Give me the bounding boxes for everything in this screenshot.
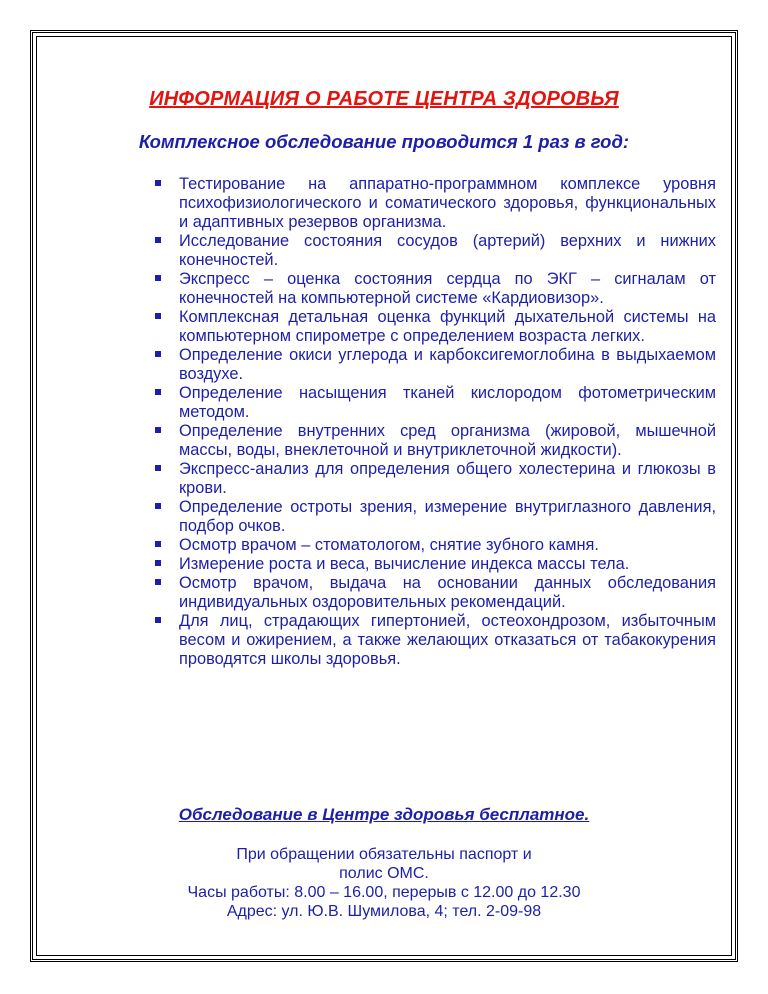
list-item-text: Экспресс-анализ для определения общего холестерина и глюкозы в крови.	[179, 460, 716, 497]
bullet-icon	[155, 180, 161, 186]
footer-documents-line: При обращении обязательны паспорт и	[236, 846, 532, 863]
bullet-icon	[155, 541, 161, 547]
list-item-text: Экспресс – оценка состояния сердца по ЭКГ – сигналам от конечностей на компьютерной системе «Кардиовизор».	[179, 270, 716, 307]
list-item-text: Определение насыщения тканей кислородом фотометрическим методом.	[179, 384, 716, 421]
list-item	[155, 574, 716, 612]
list-item-text: Определение остроты зрения, измерение внутриглазного давления, подбор очков.	[179, 498, 716, 535]
bullet-icon	[155, 465, 161, 471]
list-item-text: Измерение роста и веса, вычисление индекса массы тела.	[179, 555, 630, 573]
page-subtitle: Комплексное обследование проводится 1 раз в год:	[138, 131, 630, 152]
footer-info	[0, 845, 768, 921]
footer-address-line: Адрес: ул. Ю.В. Шумилова, 4; тел. 2-09-98	[226, 903, 542, 920]
bullet-icon	[155, 617, 161, 623]
services-list	[155, 175, 716, 669]
list-item	[155, 536, 716, 555]
bullet-icon	[155, 389, 161, 395]
free-examination-note: Обследование в Центре здоровья бесплатное.	[178, 805, 590, 824]
list-item	[155, 270, 716, 308]
list-item	[155, 422, 716, 460]
list-item	[155, 384, 716, 422]
list-item-text: Тестирование на аппаратно-программном комплексе уровня психофизиологического и соматического здоровья, функциональных и адаптивных резервов организма.	[179, 175, 716, 231]
list-item	[155, 555, 716, 574]
list-item-text: Определение внутренних сред организма (жировой, мышечной массы, воды, внеклеточной и внутриклеточной жидкости).	[179, 422, 716, 459]
bullet-icon	[155, 351, 161, 357]
bullet-icon	[155, 313, 161, 319]
bullet-icon	[155, 503, 161, 509]
list-item	[155, 612, 716, 669]
list-item-text: Для лиц, страдающих гипертонией, остеохондрозом, избыточным весом и ожирением, а также желающих отказаться от табакокурения проводятся школы здоровья.	[179, 612, 716, 668]
list-item-text: Определение окиси углерода и карбоксигемоглобина в выдыхаемом воздухе.	[179, 346, 716, 383]
list-item	[155, 460, 716, 498]
bullet-icon	[155, 237, 161, 243]
list-item-text: Осмотр врачом, выдача на основании данных обследования индивидуальных оздоровительных рекомендаций.	[179, 574, 716, 611]
list-item	[155, 232, 716, 270]
bullet-icon	[155, 427, 161, 433]
bullet-icon	[155, 560, 161, 566]
bullet-icon	[155, 275, 161, 281]
footer-policy-line: полис ОМС.	[339, 865, 429, 882]
list-item-text: Комплексная детальная оценка функций дыхательной системы на компьютерном спирометре с определением возраста легких.	[179, 308, 716, 345]
list-item	[155, 498, 716, 536]
bullet-icon	[155, 579, 161, 585]
list-item-text: Исследование состояния сосудов (артерий) верхних и нижних конечностей.	[179, 232, 716, 269]
list-item-text: Осмотр врачом – стоматологом, снятие зубного камня.	[179, 536, 599, 554]
list-item	[155, 346, 716, 384]
list-item	[155, 308, 716, 346]
footer-hours-line: Часы работы: 8.00 – 16.00, перерыв с 12.00 до 12.30	[187, 884, 581, 901]
page-title: ИНФОРМАЦИЯ О РАБОТЕ ЦЕНТРА ЗДОРОВЬЯ	[149, 88, 619, 110]
list-item	[155, 175, 716, 232]
